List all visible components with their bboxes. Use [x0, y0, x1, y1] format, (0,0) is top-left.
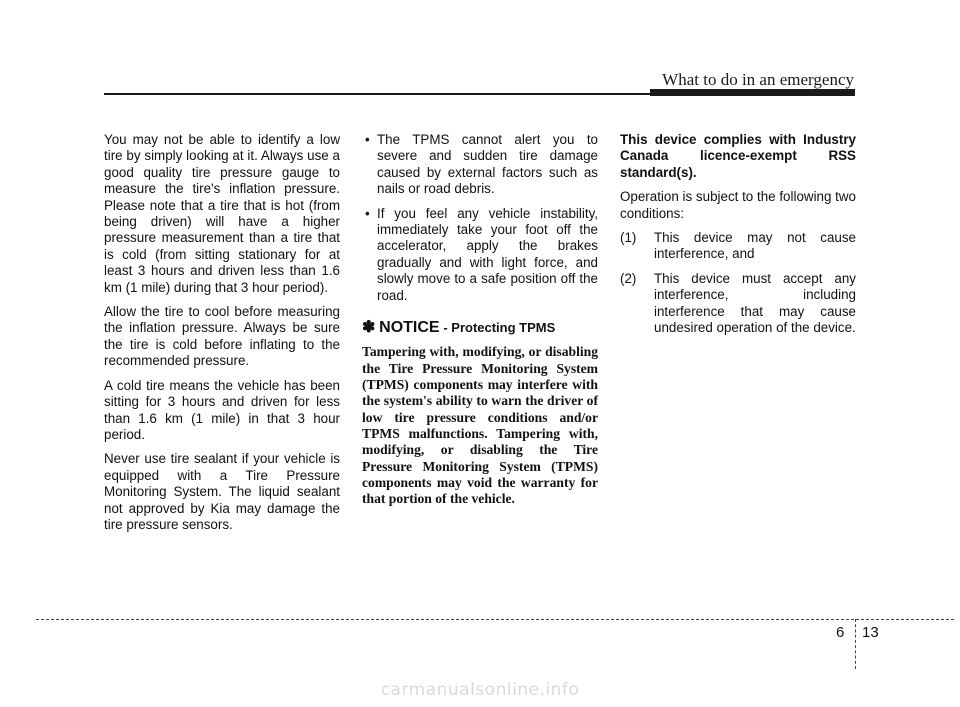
paragraph: Allow the tire to cool before measuring the inflation pressure. Always be sure the tire is cold before inflating to the recommended pressure. [104, 304, 340, 369]
notice-body: Tampering with, modifying, or disabling the Tire Pressure Monitoring System (TPMS) components may interfere with the system's ability to warn the driver of low tire pressure conditions and/or TPMS malfunctions. Tampering with, modifying, or disabling the Tire Pressure Monitoring System (TPMS) components may void the warranty for that portion of the vehicle. [362, 344, 598, 507]
bullet-icon: • [365, 205, 370, 221]
column-left [104, 132, 340, 541]
notice-title [362, 320, 598, 336]
footer-rule [36, 619, 954, 620]
condition-text: This device may not cause interference, and [654, 230, 856, 262]
notice-subtitle: - Protecting TPMS [443, 320, 556, 336]
header-rule [104, 93, 650, 95]
asterisk-icon: ✽ [362, 319, 376, 337]
condition-number: (1) [620, 230, 637, 246]
section-number: 6 [836, 624, 845, 641]
footer-divider [855, 619, 856, 669]
bullet-text: If you feel any vehicle instability, immediately take your foot off the accelerator, apply the brakes gradually and with light force, and slowly move to a safe position off the road. [377, 205, 598, 303]
column-middle [362, 132, 598, 515]
condition-item [620, 230, 856, 263]
page-number: 13 [862, 624, 879, 641]
bullet-item [362, 206, 598, 304]
notice-label: NOTICE [379, 319, 440, 337]
header-bar [650, 89, 855, 96]
condition-number: (2) [620, 270, 637, 286]
paragraph: You may not be able to identify a low tire by simply looking at it. Always use a good quality tire pressure gauge to measure the tire's inflation pressure. Please note that a tire that is hot (from being driven) will have a higher pressure measurement than a tire that is cold (from sitting stationary for at least 3 hours and driven less than 1.6 km (1 mile) during that 3 hour period). [104, 132, 340, 295]
bullet-text: The TPMS cannot alert you to severe and sudden tire damage caused by external factors such as nails or road debris. [377, 132, 598, 197]
bullet-item [362, 132, 598, 198]
condition-text: This device must accept any interference, including interference that may cause undesired operation of the device. [654, 270, 856, 336]
bullet-icon: • [365, 132, 370, 147]
paragraph: Never use tire sealant if your vehicle is equipped with a Tire Pressure Monitoring System. The liquid sealant not approved by Kia may damage the tire pressure sensors. [104, 451, 340, 532]
compliance-intro: Operation is subject to the following two conditions: [620, 189, 856, 221]
compliance-heading: This device complies with Industry Canada licence-exempt RSS standard(s). [620, 132, 856, 180]
condition-item [620, 271, 856, 337]
column-right [620, 132, 856, 344]
watermark: carmanualsonline.info [380, 680, 580, 700]
header-title: What to do in an emergency [662, 70, 854, 89]
paragraph: A cold tire means the vehicle has been sitting for 3 hours and driven for less than 1.6 km (1 mile) in that 3 hour period. [104, 377, 340, 442]
